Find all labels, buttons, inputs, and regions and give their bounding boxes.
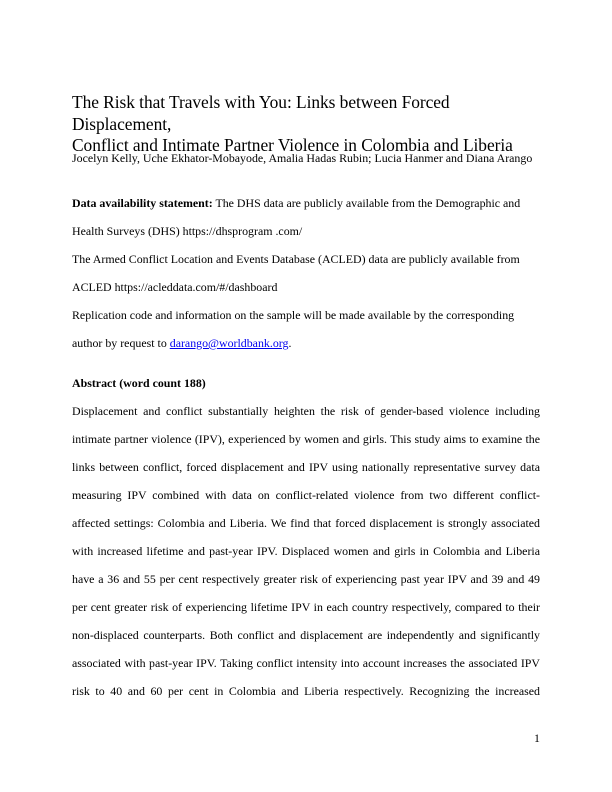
replication-suffix: . [288, 336, 292, 350]
replication-line-1: Replication code and information on the sample will be made available by the corresponding [72, 308, 515, 322]
paper-title [72, 92, 542, 157]
abstract-heading: Abstract (word count 188) [72, 376, 206, 390]
abstract-line: associated with past-year IPV. Taking conflict intensity into account increases the associated IPV [72, 656, 540, 670]
title-line-1: The Risk that Travels with You: Links between Forced Displacement, [72, 92, 450, 134]
author-list: Jocelyn Kelly, Uche Ekhator-Mobayode, Amalia Hadas Rubin; Lucia Hanmer and Diana Arango [72, 151, 533, 165]
abstract-line: have a 36 and 55 per cent respectively greater risk of experiencing past year IPV and 39 and 49 [72, 572, 540, 586]
abstract-line: measuring IPV combined with data on conflict-related violence from two different conflict- [72, 488, 540, 502]
abstract-line: intimate partner violence (IPV), experienced by women and girls. This study aims to examine the [72, 432, 540, 446]
data-availability-line-3: The Armed Conflict Location and Events Database (ACLED) data are publicly available from [72, 252, 520, 266]
data-availability-text-1: The DHS data are publicly available from the Demographic and [212, 196, 521, 210]
abstract-line: affected settings: Colombia and Liberia. We find that forced displacement is strongly associated [72, 516, 540, 530]
data-availability-line-4: ACLED https://acleddata.com/#/dashboard [72, 280, 278, 294]
title-line-2: Conflict and Intimate Partner Violence in Colombia and Liberia [72, 135, 513, 155]
replication-line-2 [72, 336, 291, 350]
abstract-line: non-displaced counterparts. Both conflict and displacement are independently and significantly [72, 628, 540, 642]
data-availability-label: Data availability statement: [72, 196, 213, 210]
data-availability-line-2: Health Surveys (DHS) https://dhsprogram .com/ [72, 224, 303, 238]
page-number: 1 [534, 731, 540, 745]
abstract-line: links between conflict, forced displacement and IPV using nationally representative survey data [72, 460, 540, 474]
abstract-line: risk to 40 and 60 per cent in Colombia and Liberia respectively. Recognizing the increased [72, 684, 540, 698]
data-availability-line-1 [72, 196, 520, 210]
abstract-line: Displacement and conflict substantially heighten the risk of gender-based violence including [72, 404, 540, 418]
replication-prefix: author by request to [72, 336, 170, 350]
abstract-line: per cent greater risk of experiencing lifetime IPV in each country respectively, compared to their [72, 600, 540, 614]
email-link[interactable]: darango@worldbank.org [169, 336, 289, 350]
abstract-line: with increased lifetime and past-year IPV. Displaced women and girls in Colombia and Liberia [72, 544, 540, 558]
